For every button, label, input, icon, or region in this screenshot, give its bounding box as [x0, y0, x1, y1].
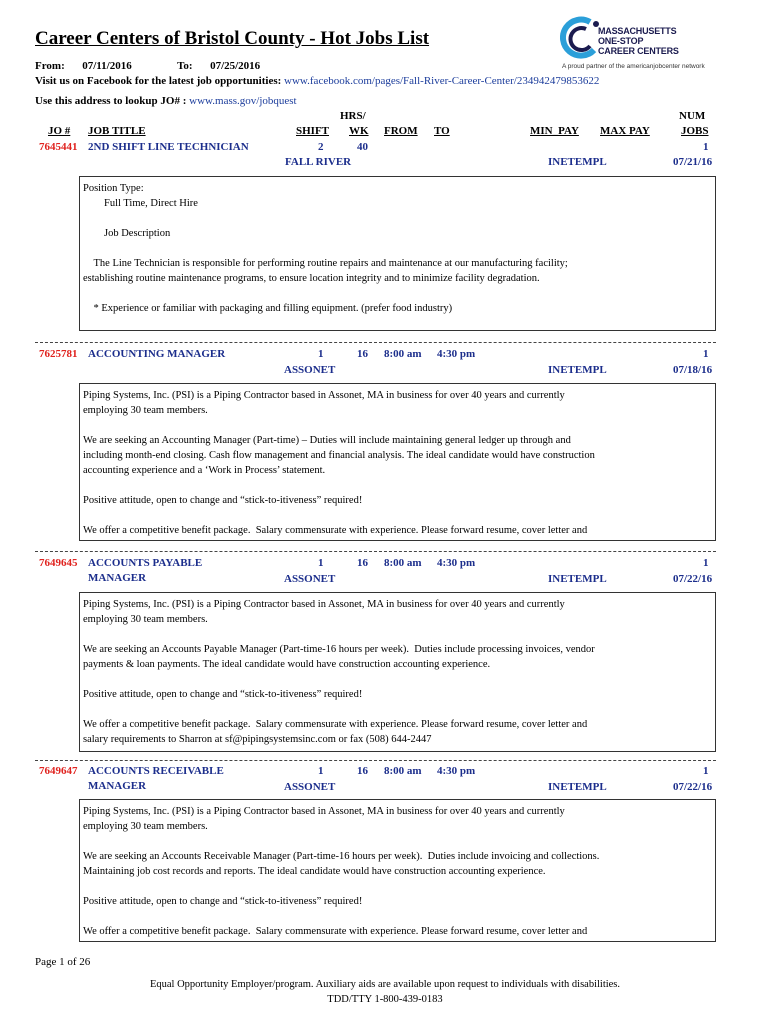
job-description	[79, 592, 716, 752]
desc-line: establishing routine maintenance programs, to ensure location integrity and to minimize facility degradation.	[83, 273, 540, 284]
desc-line: We are seeking an Accounts Payable Manager (Part-time-16 hours per week). Duties include processing invoices, vendor	[83, 644, 595, 655]
desc-line: Full Time, Direct Hire	[83, 198, 198, 209]
facebook-text: Visit us on Facebook for the latest job opportunities:	[35, 75, 282, 87]
job-location: FALL RIVER	[285, 156, 352, 168]
logo-line-2: ONE-STOP	[598, 36, 644, 46]
col-to: TO	[434, 125, 450, 137]
job-employment: INETEMPL	[548, 573, 607, 585]
col-shift: SHIFT	[296, 125, 330, 137]
col-num-top: NUM	[679, 110, 706, 122]
job-title: ACCOUNTING MANAGER	[88, 348, 226, 360]
job-title: ACCOUNTS PAYABLE	[88, 557, 203, 569]
logo-line-1: MASSACHUSETTS	[598, 26, 677, 36]
desc-line: payments & loan payments. The ideal candidate would have construction accounting experience.	[83, 659, 491, 670]
job-hours: 16	[357, 765, 368, 777]
job-number[interactable]: 7625781	[39, 348, 78, 360]
job-date: 07/18/16	[673, 364, 713, 376]
desc-line: accounting experience and a ‘Work in Process’ statement.	[83, 465, 326, 476]
desc-line: employing 30 team members.	[83, 614, 208, 625]
equal-opportunity-notice: Equal Opportunity Employer/program. Auxiliary aids are available upon request to individuals with disabilities.	[149, 979, 621, 990]
date-range	[35, 60, 260, 72]
job-to-time: 4:30 pm	[437, 557, 476, 569]
job-employment: INETEMPL	[548, 781, 607, 793]
job-description	[79, 383, 716, 541]
job-location: ASSONET	[284, 781, 336, 793]
job-num-count: 1	[703, 557, 709, 569]
desc-line: Piping Systems, Inc. (PSI) is a Piping Contractor based in Assonet, MA in business for over 40 years and currently	[83, 599, 565, 610]
job-date: 07/21/16	[673, 156, 713, 168]
job-employment: INETEMPL	[548, 156, 607, 168]
desc-line: We are seeking an Accounting Manager (Part-time) – Duties will include maintaining general ledger up through and	[83, 435, 571, 446]
job-from-time: 8:00 am	[384, 765, 422, 777]
job-number[interactable]: 7649647	[39, 765, 78, 777]
job-location: ASSONET	[284, 573, 336, 585]
desc-line: Maintaining job cost records and reports. The ideal candidate would have construction accounting experience.	[83, 866, 546, 877]
row-divider	[35, 551, 716, 552]
col-job-title: JOB TITLE	[88, 125, 146, 137]
desc-line: Positive attitude, open to change and “stick-to-itiveness” required!	[83, 896, 363, 907]
job-shift: 2	[318, 141, 324, 153]
desc-line: We offer a competitive benefit package. Salary commensurate with experience. Please forward resume, cover letter and	[83, 719, 588, 730]
job-from-time: 8:00 am	[384, 348, 422, 360]
desc-line: Piping Systems, Inc. (PSI) is a Piping Contractor based in Assonet, MA in business for over 40 years and currently	[83, 806, 565, 817]
facebook-line	[35, 75, 599, 87]
col-hrs-top: HRS/	[340, 110, 366, 122]
facebook-link[interactable]: www.facebook.com/pages/Fall-River-Career-Center/234942479853622	[284, 75, 600, 87]
job-title: 2ND SHIFT LINE TECHNICIAN	[88, 141, 249, 153]
job-to-time: 4:30 pm	[437, 348, 476, 360]
desc-line: Positive attitude, open to change and “stick-to-itiveness” required!	[83, 495, 363, 506]
job-num-count: 1	[703, 765, 709, 777]
job-hours: 40	[357, 141, 368, 153]
desc-line: employing 30 team members.	[83, 821, 208, 832]
desc-line: We offer a competitive benefit package. Salary commensurate with experience. Please forward resume, cover letter and	[83, 926, 588, 937]
col-hrs-wk: WK	[349, 125, 369, 137]
lookup-line	[35, 95, 297, 107]
desc-line: including month-end closing. Cash flow management and financial analysis. The ideal candidate would have construction	[83, 450, 595, 461]
desc-line: We offer a competitive benefit package. Salary commensurate with experience. Please forward resume, cover letter and	[83, 525, 588, 536]
job-num-count: 1	[703, 141, 709, 153]
job-location: ASSONET	[284, 364, 336, 376]
page-title: Career Centers of Bristol County - Hot Jobs List	[35, 28, 430, 49]
job-title: ACCOUNTS RECEIVABLE	[88, 765, 224, 777]
job-from-time: 8:00 am	[384, 557, 422, 569]
desc-line: employing 30 team members.	[83, 405, 208, 416]
job-num-count: 1	[703, 348, 709, 360]
desc-line: * Experience or familiar with packaging and filling equipment. (prefer food industry)	[83, 303, 453, 314]
mass-one-stop-logo	[560, 14, 760, 70]
logo-line-3: CAREER CENTERS	[598, 46, 679, 56]
lookup-link[interactable]: www.mass.gov/jobquest	[189, 95, 297, 107]
job-employment: INETEMPL	[548, 364, 607, 376]
job-hours: 16	[357, 348, 368, 360]
row-divider	[35, 760, 716, 761]
desc-line: Position Type:	[83, 183, 144, 194]
col-min-pay: MIN_PAY	[530, 125, 579, 137]
col-from: FROM	[384, 125, 418, 137]
to-label: To:	[177, 60, 193, 72]
job-shift: 1	[318, 765, 324, 777]
logo-tagline: A proud partner of the americanjobcenter network	[562, 63, 705, 70]
job-description	[79, 799, 716, 942]
from-date: 07/11/2016	[82, 60, 132, 72]
col-max-pay: MAX PAY	[600, 125, 650, 137]
job-hours: 16	[357, 557, 368, 569]
job-to-time: 4:30 pm	[437, 765, 476, 777]
desc-line: salary requirements to Sharron at sf@pipingsystemsinc.com or fax (508) 644-2447	[83, 734, 432, 745]
desc-line: We are seeking an Accounts Receivable Manager (Part-time-16 hours per week). Duties include invoicing and collections.	[83, 851, 600, 862]
job-shift: 1	[318, 557, 324, 569]
job-date: 07/22/16	[673, 573, 713, 585]
desc-line: Positive attitude, open to change and “stick-to-itiveness” required!	[83, 689, 363, 700]
desc-line: Piping Systems, Inc. (PSI) is a Piping Contractor based in Assonet, MA in business for over 40 years and currently	[83, 390, 565, 401]
page-number: Page 1 of 26	[35, 956, 91, 968]
lookup-text: Use this address to lookup JO# :	[35, 95, 187, 107]
from-label: From:	[35, 60, 65, 72]
job-description	[79, 176, 716, 331]
desc-line: Job Description	[83, 228, 171, 239]
job-date: 07/22/16	[673, 781, 713, 793]
tdd-tty-number: TDD/TTY 1-800-439-0183	[327, 994, 443, 1005]
job-number[interactable]: 7645441	[39, 141, 78, 153]
desc-line: The Line Technician is responsible for performing routine repairs and maintenance at our manufacturing facility;	[83, 258, 568, 269]
col-jo: JO #	[48, 125, 71, 137]
to-date: 07/25/2016	[210, 60, 261, 72]
job-shift: 1	[318, 348, 324, 360]
row-divider	[35, 342, 716, 343]
job-title-line-2: MANAGER	[88, 780, 147, 792]
job-title-line-2: MANAGER	[88, 572, 147, 584]
job-number[interactable]: 7649645	[39, 557, 78, 569]
col-num-jobs: JOBS	[681, 125, 709, 137]
